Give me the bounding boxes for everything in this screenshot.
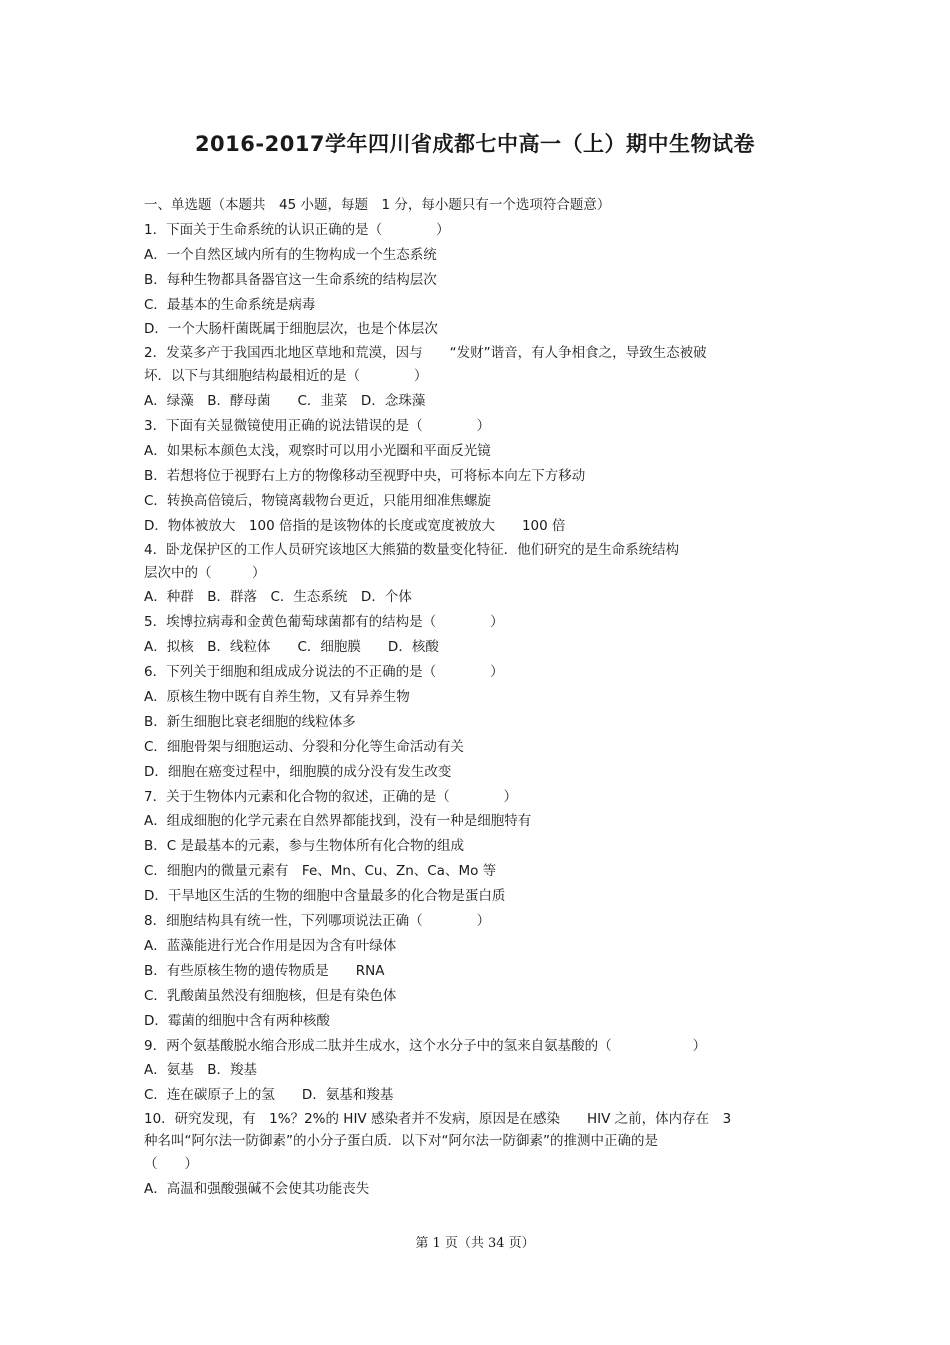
question-9-options-ab: A．氨基 B．羧基 (144, 1062, 257, 1079)
question-9-options-cd: C．连在碳原子上的氢 D．氨基和羧基 (144, 1087, 394, 1104)
page-title: 2016-2017学年四川省成都七中高一（上）期中生物试卷 (194, 132, 756, 156)
question-7-option-c: C．细胞内的微量元素有 Fe、Mn、Cu、Zn、Ca、Mo 等 (144, 863, 497, 880)
question-5-options: A．拟核 B．线粒体 C．细胞膜 D．核酸 (144, 639, 439, 656)
question-7-stem: 7．关于生物体内元素和化合物的叙述，正确的是（ ） (144, 788, 518, 805)
question-3-option-a: A．如果标本颜色太浅，观察时可以用小光圈和平面反光镜 (144, 443, 491, 460)
question-6-option-a: A．原核生物中既有自养生物，又有异养生物 (144, 689, 410, 706)
question-10-option-a: A．高温和强酸强碱不会使其功能丧失 (144, 1181, 370, 1198)
question-1-option-b: B．每种生物都具备器官这一生命系统的结构层次 (144, 271, 437, 288)
question-2-stem-line-1: 2．发菜多产于我国西北地区草地和荒漠，因与 “发财”谐音，有人争相食之，导致生态被破 (144, 345, 707, 362)
question-1-option-d: D．一个大肠杆菌既属于细胞层次，也是个体层次 (144, 321, 438, 338)
question-8-option-c: C．乳酸菌虽然没有细胞核，但是有染色体 (144, 987, 397, 1004)
question-1-option-c: C．最基本的生命系统是病毒 (144, 296, 316, 313)
question-3-stem: 3．下面有关显微镜使用正确的说法错误的是（ ） (144, 418, 491, 435)
question-6-option-b: B．新生细胞比衰老细胞的线粒体多 (144, 713, 356, 730)
question-8-option-d: D．霉菌的细胞中含有两种核酸 (144, 1012, 330, 1029)
question-1-option-a: A．一个自然区域内所有的生物构成一个生态系统 (144, 246, 437, 263)
question-7-option-d: D．干旱地区生活的生物的细胞中含量最多的化合物是蛋白质 (144, 888, 506, 905)
section-header: 一、单选题（本题共 45 小题，每题 1 分，每小题只有一个选项符合题意） (144, 197, 611, 213)
question-7-option-b: B．C 是最基本的元素，参与生物体所有化合物的组成 (144, 838, 464, 855)
question-3-option-c: C．转换高倍镜后，物镜离载物台更近，只能用细准焦螺旋 (144, 492, 491, 509)
question-1-stem: 1．下面关于生命系统的认识正确的是（ ） (144, 221, 450, 238)
question-4-stem-line-2: 层次中的（ ） (144, 564, 266, 581)
question-8-stem: 8．细胞结构具有统一性，下列哪项说法正确（ ） (144, 913, 491, 930)
question-10-stem-line-2: 种名叫“阿尔法一防御素”的小分子蛋白质．以下对“阿尔法一防御素”的推测中正确的是 (144, 1133, 658, 1150)
question-2-stem-line-2: 坏．以下与其细胞结构最相近的是（ ） (144, 368, 428, 385)
question-6-stem: 6．下列关于细胞和组成成分说法的不正确的是（ ） (144, 664, 504, 681)
question-6-option-d: D．细胞在癌变过程中，细胞膜的成分没有发生改变 (144, 763, 452, 780)
question-5-stem: 5．埃博拉病毒和金黄色葡萄球菌都有的结构是（ ） (144, 614, 504, 631)
question-10-stem-line-1: 10．研究发现，有 1%？2%的 HIV 感染者并不发病，原因是在感染 HIV 之前，体内存在 3 (144, 1111, 732, 1128)
question-8-option-b: B．有些原核生物的遗传物质是 RNA (144, 962, 385, 979)
question-6-option-c: C．细胞骨架与细胞运动、分裂和分化等生命活动有关 (144, 738, 464, 755)
question-10-stem-line-3: （ ） (144, 1156, 198, 1173)
question-8-option-a: A．蓝藻能进行光合作用是因为含有叶绿体 (144, 937, 397, 954)
question-4-options: A．种群 B．群落 C．生态系统 D．个体 (144, 589, 412, 606)
question-4-stem-line-1: 4．卧龙保护区的工作人员研究该地区大熊猫的数量变化特征．他们研究的是生命系统结构 (144, 541, 680, 558)
question-3-option-b: B．若想将位于视野右上方的物像移动至视野中央，可将标本向左下方移动 (144, 467, 586, 484)
question-3-option-d: D．物体被放大 100 倍指的是该物体的长度或宽度被放大 100 倍 (144, 517, 566, 534)
question-9-stem: 9．两个氨基酸脱水缩合形成二肽并生成水，这个水分子中的氢来自氨基酸的（ ） (144, 1037, 707, 1054)
question-7-option-a: A．组成细胞的化学元素在自然界都能找到，没有一种是细胞特有 (144, 813, 532, 830)
question-body (144, 193, 824, 1202)
question-2-options: A．绿藻 B．酵母菌 C．韭菜 D．念珠藻 (144, 393, 426, 410)
page-footer: 第 1 页（共 34 页） (415, 1236, 535, 1251)
